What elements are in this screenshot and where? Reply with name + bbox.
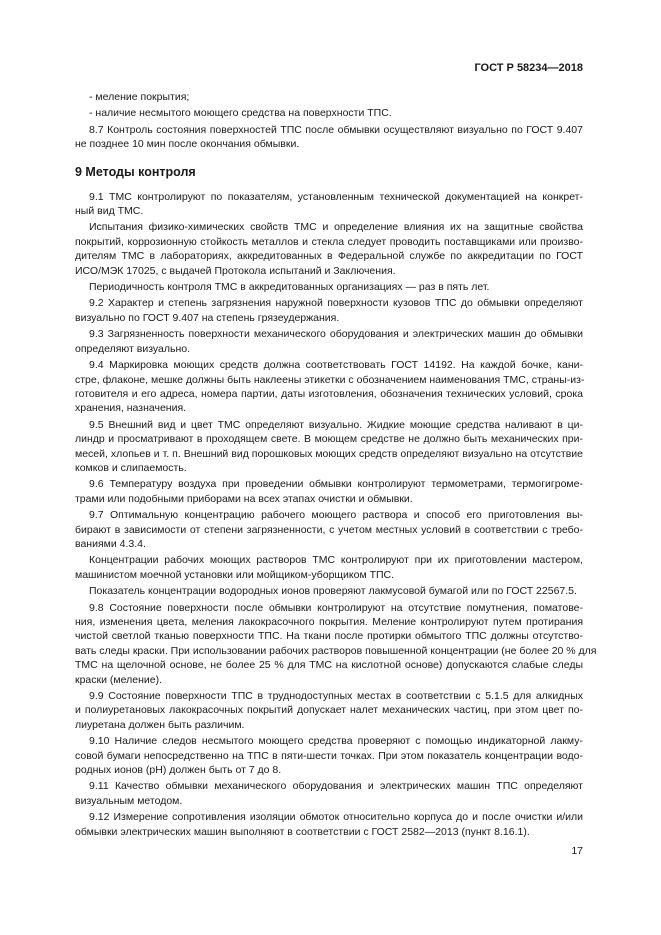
paragraph xyxy=(75,358,583,416)
text-line: трами или подобными приборами на всех этапах очистки и обмывки. xyxy=(75,492,413,505)
text-line: бирают в зависимости от степени загрязненности, с учетом местных условий в соответствии с требо- xyxy=(75,523,583,536)
text-line: ния, изменения цвета, меления лакокрасочного покрытия. Меление контролируют путем протирания xyxy=(75,616,583,628)
text-line: 9.11 Качество обмывки механического оборудования и электрических машин ТПС определяют xyxy=(89,780,583,793)
text-line: краски (меление). xyxy=(75,673,162,686)
paragraph xyxy=(75,584,583,598)
text-line: 9.7 Оптимальную концентрацию рабочего моющего раствора и способ его приготовления вы- xyxy=(89,509,583,522)
text-line: визуально по ГОСТ 9.407 на степень грязеудержания. xyxy=(75,311,340,324)
text-line: совой бумаги непосредственно на ТПС в пяти-шести точках. При этом показатель концентрации водо- xyxy=(75,749,583,762)
paragraph xyxy=(75,477,583,506)
paragraph xyxy=(75,190,583,219)
paragraph xyxy=(75,418,583,476)
paragraph xyxy=(75,280,583,294)
page-number: 17 xyxy=(571,845,583,857)
paragraph xyxy=(75,508,583,551)
section-title: 9 Методы контроля xyxy=(75,164,196,179)
paragraph xyxy=(75,327,583,356)
text-line: вать следы краски. При использовании рабочих растворов повышенной концентрации (не более 20 % для xyxy=(75,644,597,657)
text-line: 9.3 Загрязненность поверхности механического оборудования и электрических машин до обмывки xyxy=(89,328,583,341)
text-line: ный вид ТМС. xyxy=(75,205,144,218)
paragraph xyxy=(75,90,583,104)
text-line: дителям ТМС в лабораториях, аккредитованных в Федеральной службе по аккредитации по ГОСТ xyxy=(75,250,583,263)
paragraph xyxy=(75,689,583,732)
paragraph xyxy=(75,106,583,120)
text-line: 9.10 Наличие следов несмытого моющего средства проверяют с помощью индикаторной лакму- xyxy=(89,735,583,748)
paragraph xyxy=(75,123,583,152)
text-line: ИСО/МЭК 17025, с выдачей Протокола испытаний и Заключения. xyxy=(75,264,396,277)
text-line: 9.1 ТМС контролируют по показателям, установленным технической документацией на конкрет- xyxy=(89,190,583,203)
paragraph xyxy=(75,296,583,325)
text-line: 9.2 Характер и степень загрязнения наружной поверхности кузовов ТПС до обмывки определяют xyxy=(89,297,583,310)
section-body xyxy=(75,190,597,839)
text-line: 9.8 Состояние поверхности после обмывки контролируют на отсутствие помутнения, поматове- xyxy=(89,601,583,614)
paragraph xyxy=(75,601,597,687)
text-line: готовителя и его адреса, номера партии, даты изготовления, обозначения технических условий, срока xyxy=(75,387,583,400)
text-line: комков и слипаемость. xyxy=(75,461,187,474)
text-line: и полиуретановых лакокрасочных покрытий допускает налет механических частиц, при этом цвет по- xyxy=(75,704,583,717)
text-line: 8.7 Контроль состояния поверхностей ТПС после обмывки осуществляют визуально по ГОСТ 9.407 xyxy=(89,123,583,136)
text-line: покрытий, коррозионную стойкость металлов и стекла следует проводить поставщиками или произво- xyxy=(75,235,583,248)
paragraph xyxy=(75,734,583,777)
text-line: 9.12 Измерение сопротивления изоляции обмоток относительно корпуса до и после очистки и/или xyxy=(89,811,583,824)
text-line: определяют визуально. xyxy=(75,342,191,355)
text-line: стре, флаконе, мешке должны быть наклеены этикетки с обозначением наименования ТМС, страны-из- xyxy=(75,373,585,386)
text-line: ТМС на щелочной основе, не более 25 % для ТМС на кислотной основе) допускаются слабые следы xyxy=(75,659,583,672)
text-line: ваниями 4.3.4. xyxy=(75,537,146,550)
text-line: 9.9 Состояние поверхности ТПС в труднодоступных местах в соответствии с 5.1.5 для алкидных xyxy=(89,690,583,703)
page-content xyxy=(75,90,597,841)
text-line: месей, хлопьев и т. п. Внешний вид порошковых моющих средств определяют визуально на отсутствие xyxy=(75,447,583,460)
text-line: лиуретана должен быть различим. xyxy=(75,718,245,731)
text-line: Испытания физико-химических свойств ТМС и определение влияния их на защитные свойства xyxy=(89,221,583,234)
text-line: Показатель концентрации водородных ионов проверяют лакмусовой бумагой или по ГОСТ 22567.5. xyxy=(89,585,577,598)
paragraph xyxy=(75,553,583,582)
text-line: Концентрации рабочих моющих растворов ТМС контролируют при их приготовлении мастером, xyxy=(89,554,583,567)
document-code: ГОСТ Р 58234—2018 xyxy=(474,62,583,74)
intro-section xyxy=(75,90,583,152)
text-line: - меление покрытия; xyxy=(89,91,190,103)
paragraph xyxy=(75,220,583,278)
text-line: Периодичность контроля ТМС в аккредитованных организациях — раз в пять лет. xyxy=(89,281,490,294)
text-line: чистой светлой тканью поверхности ТПС. На ткани после протирки обмытого ТПС должны отсутство- xyxy=(75,630,583,643)
paragraph xyxy=(75,779,583,808)
text-line: родных ионов (рН) должен быть от 7 до 8. xyxy=(75,764,282,777)
text-line: машинистом моечной установки или мойщиком-уборщиком ТПС. xyxy=(75,568,395,581)
text-line: не позднее 10 мин после окончания обмывки. xyxy=(75,138,300,151)
text-line: хранения, назначения. xyxy=(75,402,187,415)
text-line: - наличие несмытого моющего средства на поверхности ТПС. xyxy=(89,107,392,120)
text-line: обмывки электрических машин выполняют в соответствии с ГОСТ 2582—2013 (пункт 8.16.1). xyxy=(75,825,530,838)
text-line: 9.4 Маркировка моющих средств должна соответствовать ГОСТ 14192. На каждой бочке, кани- xyxy=(89,359,583,372)
paragraph xyxy=(75,810,583,839)
text-line: 9.6 Температуру воздуха при проведении обмывки контролируют термометрами, термогигроме- xyxy=(89,478,583,491)
text-line: линдр и просматривают в проходящем свете. В моющем средстве не должно быть механических при- xyxy=(75,433,583,446)
text-line: 9.5 Внешний вид и цвет ТМС определяют визуально. Жидкие моющие средства наливают в ци- xyxy=(89,418,583,431)
text-line: визуальным методом. xyxy=(75,794,183,807)
